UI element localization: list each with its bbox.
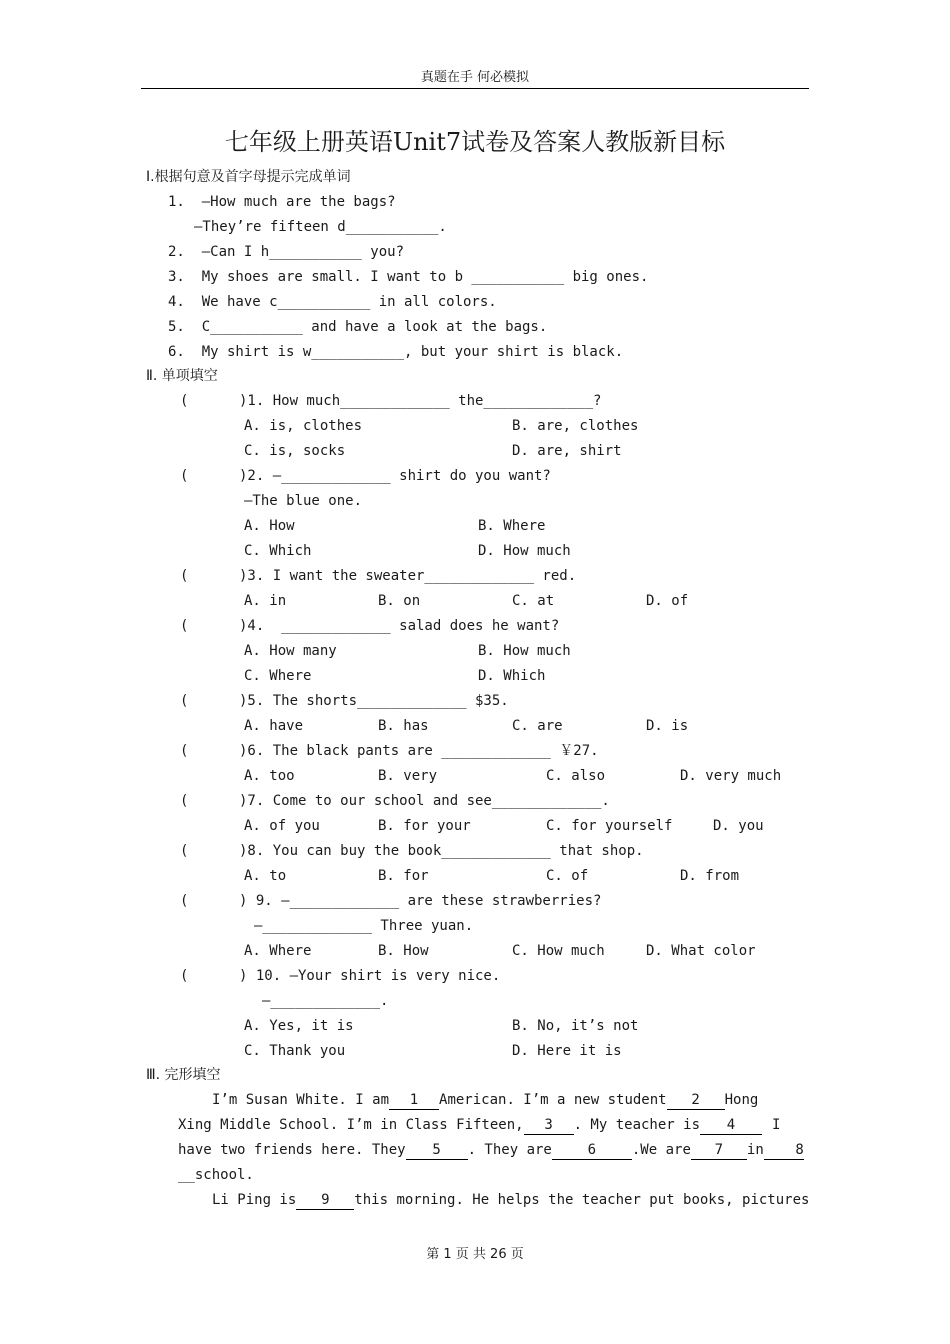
question-8: ( )8. You can buy the book_____________ that shop. bbox=[180, 843, 644, 859]
cloze-text: Li Ping is bbox=[212, 1192, 297, 1208]
q1-option-a: A. is, clothes bbox=[244, 418, 363, 434]
q3-option-a: A. in bbox=[244, 593, 287, 609]
q2-option-d: D. How much bbox=[478, 543, 571, 559]
q10-response: —_____________. bbox=[262, 993, 389, 1009]
question-1: ( )1. How much_____________ the_____________? bbox=[180, 393, 602, 409]
q10-option-d: D. Here it is bbox=[512, 1043, 622, 1059]
question-7: ( )7. Come to our school and see_____________. bbox=[180, 793, 610, 809]
q9-option-d: D. What color bbox=[646, 943, 756, 959]
question-6: ( )6. The black pants are _____________ ￥27. bbox=[180, 743, 599, 759]
q4-option-c: C. Where bbox=[244, 668, 312, 684]
q5-option-c: C. are bbox=[512, 718, 563, 734]
cloze-line-4: __school. bbox=[178, 1167, 254, 1183]
q10-option-c: C. Thank you bbox=[244, 1043, 346, 1059]
q9-option-a: A. Where bbox=[244, 943, 312, 959]
cloze-blank-5: 5 bbox=[406, 1141, 468, 1160]
cloze-line-1 bbox=[212, 1091, 758, 1109]
cloze-blank-6: 6 bbox=[552, 1141, 632, 1160]
section1-item-1-answer: —They’re fifteen d___________. bbox=[194, 219, 447, 235]
q1-option-d: D. are, shirt bbox=[512, 443, 622, 459]
cloze-blank-2: 2 bbox=[667, 1091, 725, 1110]
q5-option-b: B. has bbox=[378, 718, 429, 734]
q4-option-d: D. Which bbox=[478, 668, 546, 684]
cloze-blank-9: 9 bbox=[296, 1191, 354, 1210]
q9-response: —_____________ Three yuan. bbox=[254, 918, 474, 934]
q6-option-c: C. also bbox=[546, 768, 606, 784]
section1-item-4: 4. We have c___________ in all colors. bbox=[168, 294, 497, 310]
cloze-text: Xing Middle School. I’m in Class Fifteen, bbox=[178, 1117, 524, 1133]
q8-option-b: B. for bbox=[378, 868, 429, 884]
cloze-text: . They are bbox=[467, 1142, 552, 1158]
cloze-text: .We are bbox=[631, 1142, 691, 1158]
question-5: ( )5. The shorts_____________ $35. bbox=[180, 693, 509, 709]
cloze-text: . My teacher is bbox=[573, 1117, 701, 1133]
cloze-blank-1: 1 bbox=[389, 1091, 439, 1110]
q6-option-d: D. very much bbox=[680, 768, 782, 784]
q6-option-a: A. too bbox=[244, 768, 295, 784]
q4-option-b: B. How much bbox=[478, 643, 571, 659]
q2-option-c: C. Which bbox=[244, 543, 312, 559]
section1-item-1: 1. —How much are the bags? bbox=[168, 194, 396, 210]
q9-option-c: C. How much bbox=[512, 943, 605, 959]
cloze-text: American. I’m a new student bbox=[439, 1092, 667, 1108]
q6-option-b: B. very bbox=[378, 768, 438, 784]
cloze-line-2 bbox=[178, 1116, 780, 1134]
section1-heading: Ⅰ.根据句意及首字母提示完成单词 bbox=[146, 169, 351, 185]
q5-option-a: A. have bbox=[244, 718, 304, 734]
q3-option-c: C. at bbox=[512, 593, 555, 609]
q2-option-b: B. Where bbox=[478, 518, 546, 534]
page-footer: 第 1 页 共 26 页 bbox=[426, 1247, 524, 1262]
cloze-blank-7: 7 bbox=[691, 1141, 747, 1160]
cloze-text: this morning. He helps the teacher put books, pictures bbox=[354, 1192, 810, 1208]
cloze-text: I bbox=[772, 1117, 781, 1133]
question-3: ( )3. I want the sweater_____________ red. bbox=[180, 568, 577, 584]
question-9: ( ) 9. —_____________ are these strawberries? bbox=[180, 893, 602, 909]
cloze-text: in bbox=[746, 1142, 764, 1158]
section3-heading: Ⅲ. 完形填空 bbox=[146, 1067, 221, 1083]
page-header: 真题在手 何必模拟 bbox=[420, 70, 530, 85]
cloze-line-5 bbox=[212, 1191, 809, 1209]
q3-option-d: D. of bbox=[646, 593, 689, 609]
question-10: ( ) 10. —Your shirt is very nice. bbox=[180, 968, 501, 984]
cloze-blank-4: 4 bbox=[700, 1116, 762, 1135]
q1-option-c: C. is, socks bbox=[244, 443, 346, 459]
q4-option-a: A. How many bbox=[244, 643, 337, 659]
cloze-text: have two friends here. They bbox=[178, 1142, 406, 1158]
q8-option-c: C. of bbox=[546, 868, 589, 884]
q10-option-b: B. No, it’s not bbox=[512, 1018, 639, 1034]
section1-item-2: 2. —Can I h___________ you? bbox=[168, 244, 405, 260]
q5-option-d: D. is bbox=[646, 718, 689, 734]
q2-response: —The blue one. bbox=[244, 493, 363, 509]
q2-option-a: A. How bbox=[244, 518, 295, 534]
q7-option-a: A. of you bbox=[244, 818, 320, 834]
q10-option-a: A. Yes, it is bbox=[244, 1018, 354, 1034]
question-2: ( )2. —_____________ shirt do you want? bbox=[180, 468, 551, 484]
section1-item-5: 5. C___________ and have a look at the bags. bbox=[168, 319, 548, 335]
page-title: 七年级上册英语Unit7试卷及答案人教版新目标 bbox=[224, 128, 726, 156]
cloze-blank-8: 8 bbox=[764, 1141, 804, 1160]
q3-option-b: B. on bbox=[378, 593, 421, 609]
q8-option-d: D. from bbox=[680, 868, 740, 884]
cloze-blank-3: 3 bbox=[524, 1116, 574, 1135]
section2-heading: Ⅱ. 单项填空 bbox=[146, 368, 218, 384]
q7-option-c: C. for yourself bbox=[546, 818, 673, 834]
header-rule bbox=[141, 88, 809, 89]
section1-item-6: 6. My shirt is w___________, but your shirt is black. bbox=[168, 344, 624, 360]
q9-option-b: B. How bbox=[378, 943, 429, 959]
cloze-text: Hong bbox=[724, 1092, 759, 1108]
section1-item-3: 3. My shoes are small. I want to b ___________ big ones. bbox=[168, 269, 649, 285]
q1-option-b: B. are, clothes bbox=[512, 418, 639, 434]
question-4: ( )4. _____________ salad does he want? bbox=[180, 618, 560, 634]
q7-option-b: B. for your bbox=[378, 818, 471, 834]
cloze-text: I’m Susan White. I am bbox=[212, 1092, 390, 1108]
q8-option-a: A. to bbox=[244, 868, 287, 884]
cloze-line-3 bbox=[178, 1141, 804, 1159]
q7-option-d: D. you bbox=[713, 818, 764, 834]
